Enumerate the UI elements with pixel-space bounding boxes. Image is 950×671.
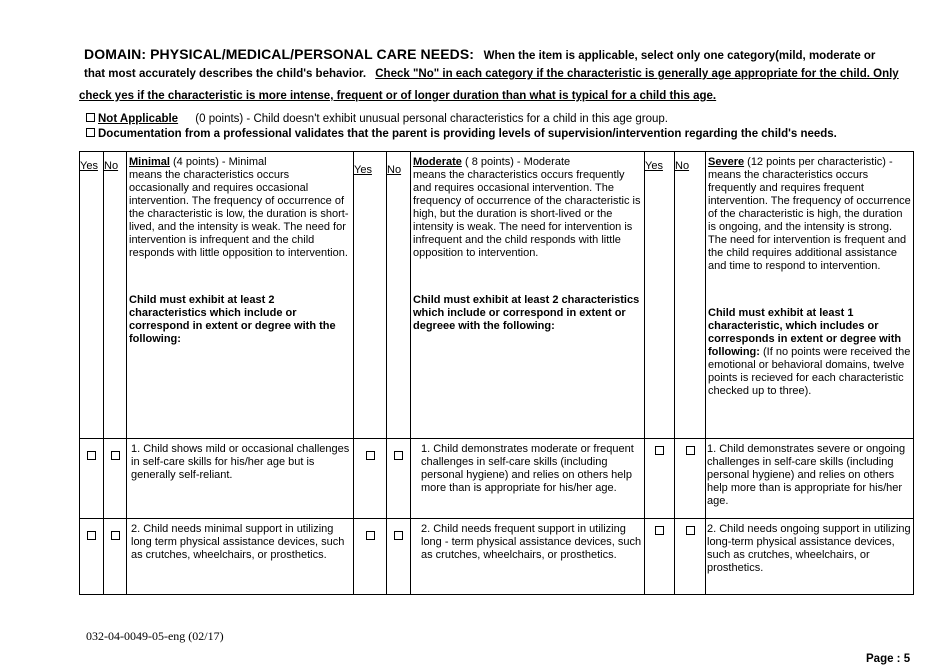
moderate-column-header: [411, 152, 645, 439]
moderate-requirement: Child must exhibit at least 2 characteristics which include or correspond in extent or degreee with the following:: [413, 294, 640, 332]
row2-severe-no-cell: [675, 519, 706, 595]
severe-requirement-note: (If no points were received the emotional or behavioral domains, twelve points is recieved for each characteristic checked up to three).: [708, 346, 911, 397]
minimal-column-header: [127, 152, 354, 439]
row2-severe-no-checkbox[interactable]: [686, 526, 695, 535]
documentation-option: [86, 128, 837, 140]
moderate-no-header: No: [387, 152, 411, 439]
severe-requirement: [708, 307, 911, 398]
severe-yes-header: Yes: [645, 152, 675, 439]
moderate-yes-header: Yes: [354, 152, 387, 439]
moderate-label: Moderate: [413, 156, 462, 168]
row1-severe-yes-checkbox[interactable]: [655, 446, 664, 455]
row2-minimal-text: 2. Child needs minimal support in utilizing long term physical assistance devices, such as crutches, wheelchairs, or prosthetics.: [127, 519, 354, 595]
row1-severe-no-checkbox[interactable]: [686, 446, 695, 455]
not-applicable-option: [86, 113, 668, 125]
row2-minimal-yes-checkbox[interactable]: [87, 531, 96, 540]
severe-points: (12 points per characteristic) -: [747, 156, 893, 168]
not-applicable-note: (0 points) - Child doesn't exhibit unusual personal characteristics for a child in this age group.: [195, 113, 668, 125]
minimal-points: (4 points) - Minimal: [173, 156, 267, 168]
row2-severe-yes-cell: [645, 519, 675, 595]
row1-severe-text: 1. Child demonstrates severe or ongoing challenges in self-care skills (including personal hygiene) and relies on others help more than is appropriate for his/her age.: [706, 439, 914, 519]
not-applicable-label: Not Applicable: [98, 113, 179, 125]
row1-moderate-no-cell: [387, 439, 411, 519]
domain-title: DOMAIN: PHYSICAL/MEDICAL/PERSONAL CARE NEEDS:: [84, 46, 475, 62]
row2-minimal-no-checkbox[interactable]: [111, 531, 120, 540]
form-code: 032-04-0049-05-eng (02/17): [86, 629, 224, 643]
moderate-description: means the characteristics occurs frequently and requires occasional intervention. The frequency of occurrence of the characteristic is high, but the duration is short-lived or the intensity is weak. The need for intervention is infrequent and the child responds with little opposition to intervention.: [413, 169, 641, 259]
criteria-table: [79, 151, 914, 595]
severe-label: Severe: [708, 156, 745, 168]
minimal-no-header: No: [104, 152, 127, 439]
table-row: [80, 519, 914, 595]
severe-column-header: [706, 152, 914, 439]
row1-severe-no-cell: [675, 439, 706, 519]
table-row: [80, 439, 914, 519]
row1-severe-yes-cell: [645, 439, 675, 519]
severe-description: means the characteristics occurs frequently and requires frequent intervention. The frequency of occurrence of the characteristic is high, the duration is ongoing, and the intensity is strong. The need for intervention is frequent and the child requires additional assistance and time to respond to intervention.: [708, 169, 911, 272]
minimal-label: Minimal: [129, 156, 170, 168]
row1-moderate-text: 1. Child demonstrates moderate or frequent challenges in self-care skills (including personal hygiene) and relies on others help more than is appropriate for his/her age.: [411, 439, 645, 519]
row1-moderate-yes-checkbox[interactable]: [366, 451, 375, 460]
row1-minimal-no-checkbox[interactable]: [111, 451, 120, 460]
instruction-line-2b: Check "No" in each category if the characteristic is generally age appropriate for the child. Only: [375, 68, 899, 80]
domain-header: [84, 46, 875, 62]
row2-moderate-no-checkbox[interactable]: [394, 531, 403, 540]
minimal-yes-header: Yes: [80, 152, 104, 439]
row2-severe-text: 2. Child needs ongoing support in utilizing long-term physical assistance devices, such as crutches, wheelchairs, or prosthetics.: [706, 519, 914, 595]
documentation-label: Documentation from a professional validates that the parent is providing levels of supervision/intervention regarding the child's needs.: [98, 128, 837, 140]
row1-minimal-yes-cell: [80, 439, 104, 519]
page-number: Page : 5: [866, 653, 911, 665]
row2-minimal-yes-cell: [80, 519, 104, 595]
documentation-checkbox[interactable]: [86, 128, 95, 137]
instruction-line-2: [84, 68, 899, 80]
row2-moderate-text: 2. Child needs frequent support in utilizing long - term physical assistance devices, such as crutches, wheelchairs, or prosthetics.: [411, 519, 645, 595]
row2-moderate-yes-cell: [354, 519, 387, 595]
severe-requirement-bold: Child must exhibit at least 1 characteristic, which includes or corresponds in extent or degree with following:: [708, 307, 902, 358]
header-row: [80, 152, 914, 439]
row2-minimal-no-cell: [104, 519, 127, 595]
minimal-description: means the characteristics occurs occasionally and requires occasional intervention. The frequency of occurrence of the characteristic is low, the duration is short-lived, and the intensity is weak. The need for intervention is infrequent and the child responds with little opposition to intervention.: [129, 169, 349, 259]
row2-moderate-yes-checkbox[interactable]: [366, 531, 375, 540]
minimal-requirement: Child must exhibit at least 2 characteristics which include or correspond in extent or degree with the following:: [129, 294, 336, 345]
row1-moderate-yes-cell: [354, 439, 387, 519]
not-applicable-checkbox[interactable]: [86, 113, 95, 122]
severe-no-header: No: [675, 152, 706, 439]
row1-minimal-yes-checkbox[interactable]: [87, 451, 96, 460]
row2-moderate-no-cell: [387, 519, 411, 595]
row1-minimal-no-cell: [104, 439, 127, 519]
instruction-line-1: When the item is applicable, select only one category(mild, moderate or: [483, 50, 876, 62]
row1-minimal-text: 1. Child shows mild or occasional challenges in self-care skills for his/her age but is generally self-reliant.: [127, 439, 354, 519]
instruction-line-3: check yes if the characteristic is more intense, frequent or of longer duration than what is typical for a child this age.: [79, 90, 717, 102]
row1-moderate-no-checkbox[interactable]: [394, 451, 403, 460]
moderate-points: ( 8 points) - Moderate: [464, 156, 571, 168]
row2-severe-yes-checkbox[interactable]: [655, 526, 664, 535]
instruction-line-2a: that most accurately describes the child's behavior.: [84, 68, 367, 80]
